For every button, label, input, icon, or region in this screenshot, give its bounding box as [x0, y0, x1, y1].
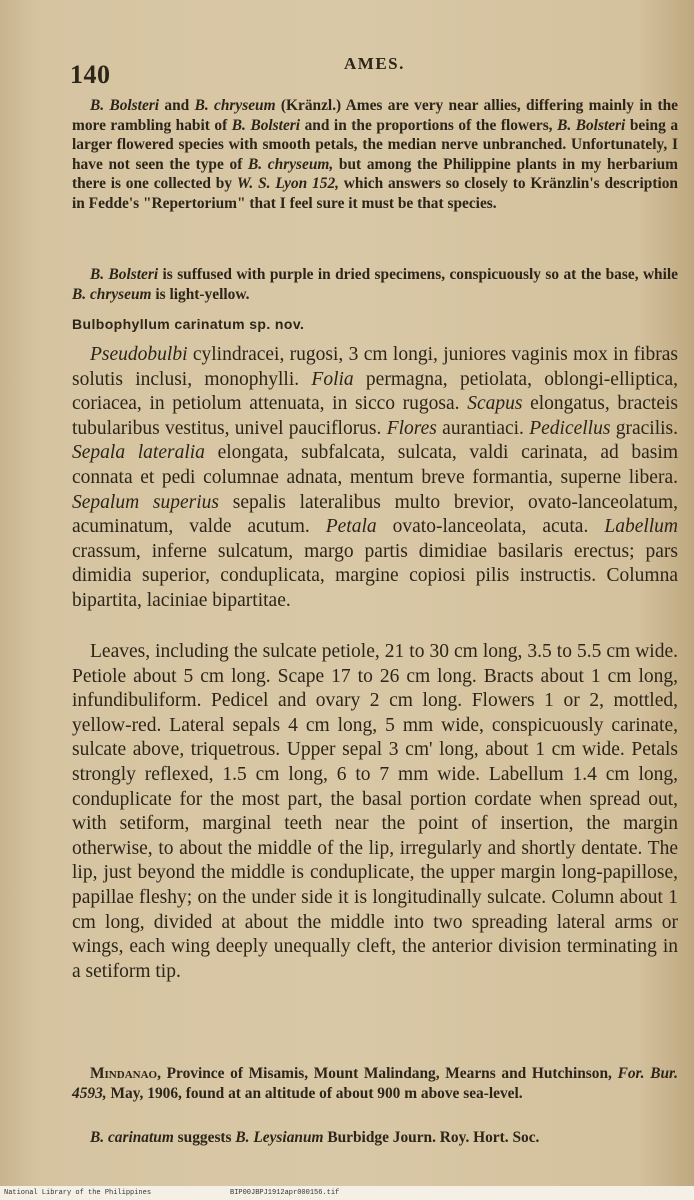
locality-place: Mindanao,	[90, 1065, 161, 1082]
organ-term: Pedicellus	[529, 417, 611, 439]
scan-footer	[0, 1186, 694, 1200]
note-text: but among the Philippine plants in my herbarium there is one collected by	[72, 155, 679, 193]
locality-text: Province of Misamis, Mount Malindang, Mearns and Hutchinson,	[160, 1065, 618, 1082]
species-name: B. Bolsteri	[90, 266, 159, 283]
organ-term: Scapus	[467, 393, 523, 415]
organ-term: Pseudobulbi	[90, 344, 188, 365]
organ-term: Petala	[325, 516, 377, 538]
footer-filename: BIP00JBPJ1912apr000156.tif	[230, 1189, 340, 1197]
note-text: Burbidge Journ. Roy. Hort. Soc.	[323, 1129, 540, 1146]
species-name: B. Bolsteri	[557, 116, 626, 134]
running-head: AMES.	[344, 54, 405, 73]
english-text: Leaves, including the sulcate petiole, 21 to 30 cm long, 3.5 to 5.5 cm wide. Petiole about 5 cm long. Scape 17 to 26 cm long. Bracts about 1 cm long, infundibuliform. Pedicel and ovary 2 cm long. Flowers 1 or 2, mottled, yellow-red. Lateral sepals 4 cm long, 5 mm wide, conspicuously carinate, sulcate above, triquetrous. Upper sepal 3 cm' long, about 1 cm wide. Petals strongly reflexed, 1.5 cm long, 6 to 7 mm wide. Labellum 1.4 cm long, conduplicate for the most part, the basal portion cordate when spread out, with setiform, marginal teeth near the point of insertion, the margin otherwise, to about the middle of the lip, irregularly and shortly dentate. The lip, just beyond the middle is conduplicate, the upper margin long-papillose, papillae fleshy; on the under side it is longitudinally sulcate. Column about 1 cm long, divided at about the middle into two spreading lateral arms or wings, each wing deeply unequally cleft, the anterior division terminating in a setiform tip.	[72, 641, 678, 982]
species-name: B. Bolsteri	[231, 116, 301, 134]
note-text: and	[159, 97, 195, 114]
species-name: B. Bolsteri	[90, 97, 160, 114]
species-name: B. Leysianum	[235, 1129, 324, 1146]
latin-text: cylindracei, rugosi, 3 cm longi, juniores vaginis mox in fibras solutis inclusi, monophylli.	[72, 344, 678, 390]
page-header	[0, 52, 694, 92]
note-text: is suffused with purple in dried specimens, conspicuously so at the base, while	[158, 266, 678, 283]
latin-text: sepalis lateralibus multo brevior, ovato-lanceolatum, acuminatum, valde acutum.	[72, 491, 678, 538]
collector-reference: W. S. Lyon 152,	[236, 175, 339, 193]
note-text: which answers so closely to Kränzlin's description in Fedde's "Repertorium" that I feel sure it must be that species.	[72, 175, 678, 212]
latin-text: crassum, inferne sulcatum, margo partis dimidiae basilaris erectus; pars dimidia superior, conduplicata, margine copiosi pilis instructis. Columna bipartita, laciniae bipartitae.	[72, 540, 678, 611]
species-name: B. chryseum,	[248, 155, 334, 173]
species-name: B. chryseum	[72, 285, 152, 303]
latin-text: permagna, petiolata, oblongi-elliptica, coriacea, in petiolum attenuata, in sicco rugosa.	[72, 368, 678, 415]
latin-text: gracilis.	[610, 417, 678, 439]
species-heading: Bulbophyllum carinatum sp. nov.	[72, 316, 305, 332]
organ-term: Labellum	[604, 516, 679, 538]
final-note	[72, 1128, 678, 1148]
organ-term: Sepala lateralia	[72, 442, 205, 464]
locality-paragraph	[72, 1064, 678, 1103]
page-number: 140	[70, 60, 111, 89]
note-text: being a larger flowered species with smooth petals, the median nerve unbranched. Unfortunately, I have not seen the type of	[72, 116, 679, 173]
latin-text: ovato-lanceolata, acuta.	[376, 516, 605, 538]
organ-term: Folia	[311, 368, 354, 390]
note-paragraph-2	[72, 265, 678, 304]
footer-library: National Library of the Philippines	[4, 1189, 152, 1197]
organ-term: Sepalum superius	[72, 491, 220, 513]
english-description	[72, 640, 678, 984]
latin-text: elongata, subfalcata, sulcata, valdi carinata, ad basim connata et pedi columnae adnata, mentum breve formantia, superne libera.	[72, 442, 678, 488]
latin-text: elongatus, bracteis tubularibus vestitus, univel pauciflorus.	[72, 393, 678, 439]
specimen-reference: For. Bur. 4593,	[72, 1065, 679, 1102]
latin-text: aurantiaci.	[436, 417, 530, 439]
locality-text: May, 1906, found at an altitude of about 900 m above sea-level.	[106, 1084, 523, 1102]
note-text: (Kränzl.) Ames are very near allies, differing mainly in the more rambling habit of	[72, 97, 679, 134]
organ-term: Flores	[386, 417, 437, 439]
note-text: suggests	[173, 1129, 236, 1146]
note-paragraph-1	[72, 96, 678, 214]
latin-description	[72, 343, 678, 614]
note-text: is light-yellow.	[151, 285, 250, 303]
note-text: and in the proportions of the flowers,	[300, 116, 558, 134]
species-name: B. carinatum	[90, 1129, 174, 1146]
species-name: B. chryseum	[194, 97, 276, 114]
